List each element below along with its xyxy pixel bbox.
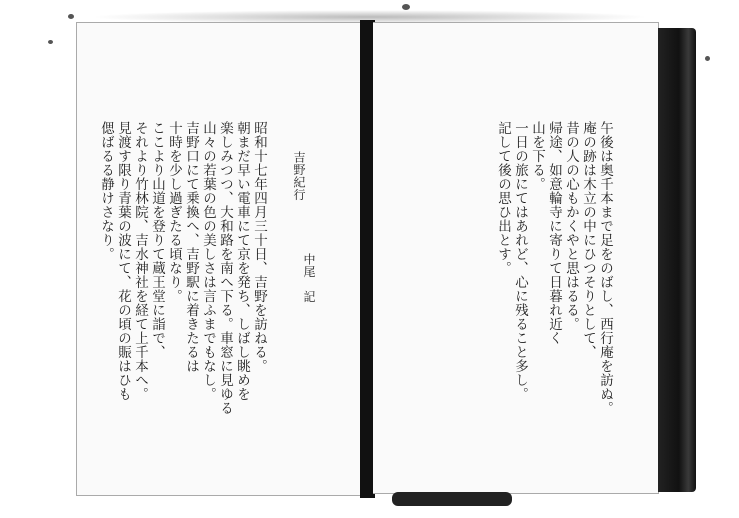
- right-line-5: 山を下る。: [529, 121, 545, 191]
- right-line-6: 一日の旅にてはあれど、心に残ること多し。: [512, 121, 528, 401]
- left-page-author: 中尾 記: [302, 253, 316, 303]
- scan-speck: [48, 40, 53, 44]
- book-fore-edge: [658, 28, 696, 492]
- right-line-4: 帰途、如意輪寺に寄りて日暮れ近く: [546, 121, 562, 345]
- right-line-3: 昔の人の心もかくやと思はるる。: [563, 121, 579, 331]
- right-line-2: 庵の跡は木立の中にひつそりとして、: [580, 121, 596, 359]
- left-line-5: 吉野口にて乗換へ、吉野駅に着きたるは: [183, 121, 199, 373]
- binding-fold: [392, 492, 512, 506]
- right-page: [373, 22, 659, 494]
- left-line-3: 楽しみつつ、大和路を南へ下る。車窓に見ゆる: [217, 121, 233, 415]
- scan-speck: [68, 14, 74, 19]
- right-line-1: 午後は奥千本まで足をのばし、西行庵を訪ぬ。: [597, 121, 613, 415]
- left-line-7: ここより山道を登りて蔵王堂に詣で、: [149, 121, 165, 359]
- left-page-title: 吉野紀行: [292, 151, 306, 201]
- left-line-1: 昭和十七年四月三十日、吉野を訪ねる。: [251, 121, 267, 373]
- right-line-7: 記して後の思ひ出とす。: [495, 121, 511, 275]
- left-line-6: 十時を少し過ぎたる頃なり。: [166, 121, 182, 303]
- left-line-8: それより竹林院、吉水神社を経て上千本へ。: [132, 121, 148, 401]
- left-line-9: 見渡す限り青葉の波にて、花の頃の賑はひも: [115, 121, 131, 401]
- left-page: [76, 22, 362, 496]
- left-line-2: 朝まだ早い電車にて京を発ち、しばし眺めを: [234, 121, 250, 401]
- scan-speck: [705, 56, 710, 61]
- left-line-4: 山々の若葉の色の美しさは言ふまでもなし。: [200, 121, 216, 401]
- left-line-10: 偲ばるる静けさなり。: [98, 121, 114, 261]
